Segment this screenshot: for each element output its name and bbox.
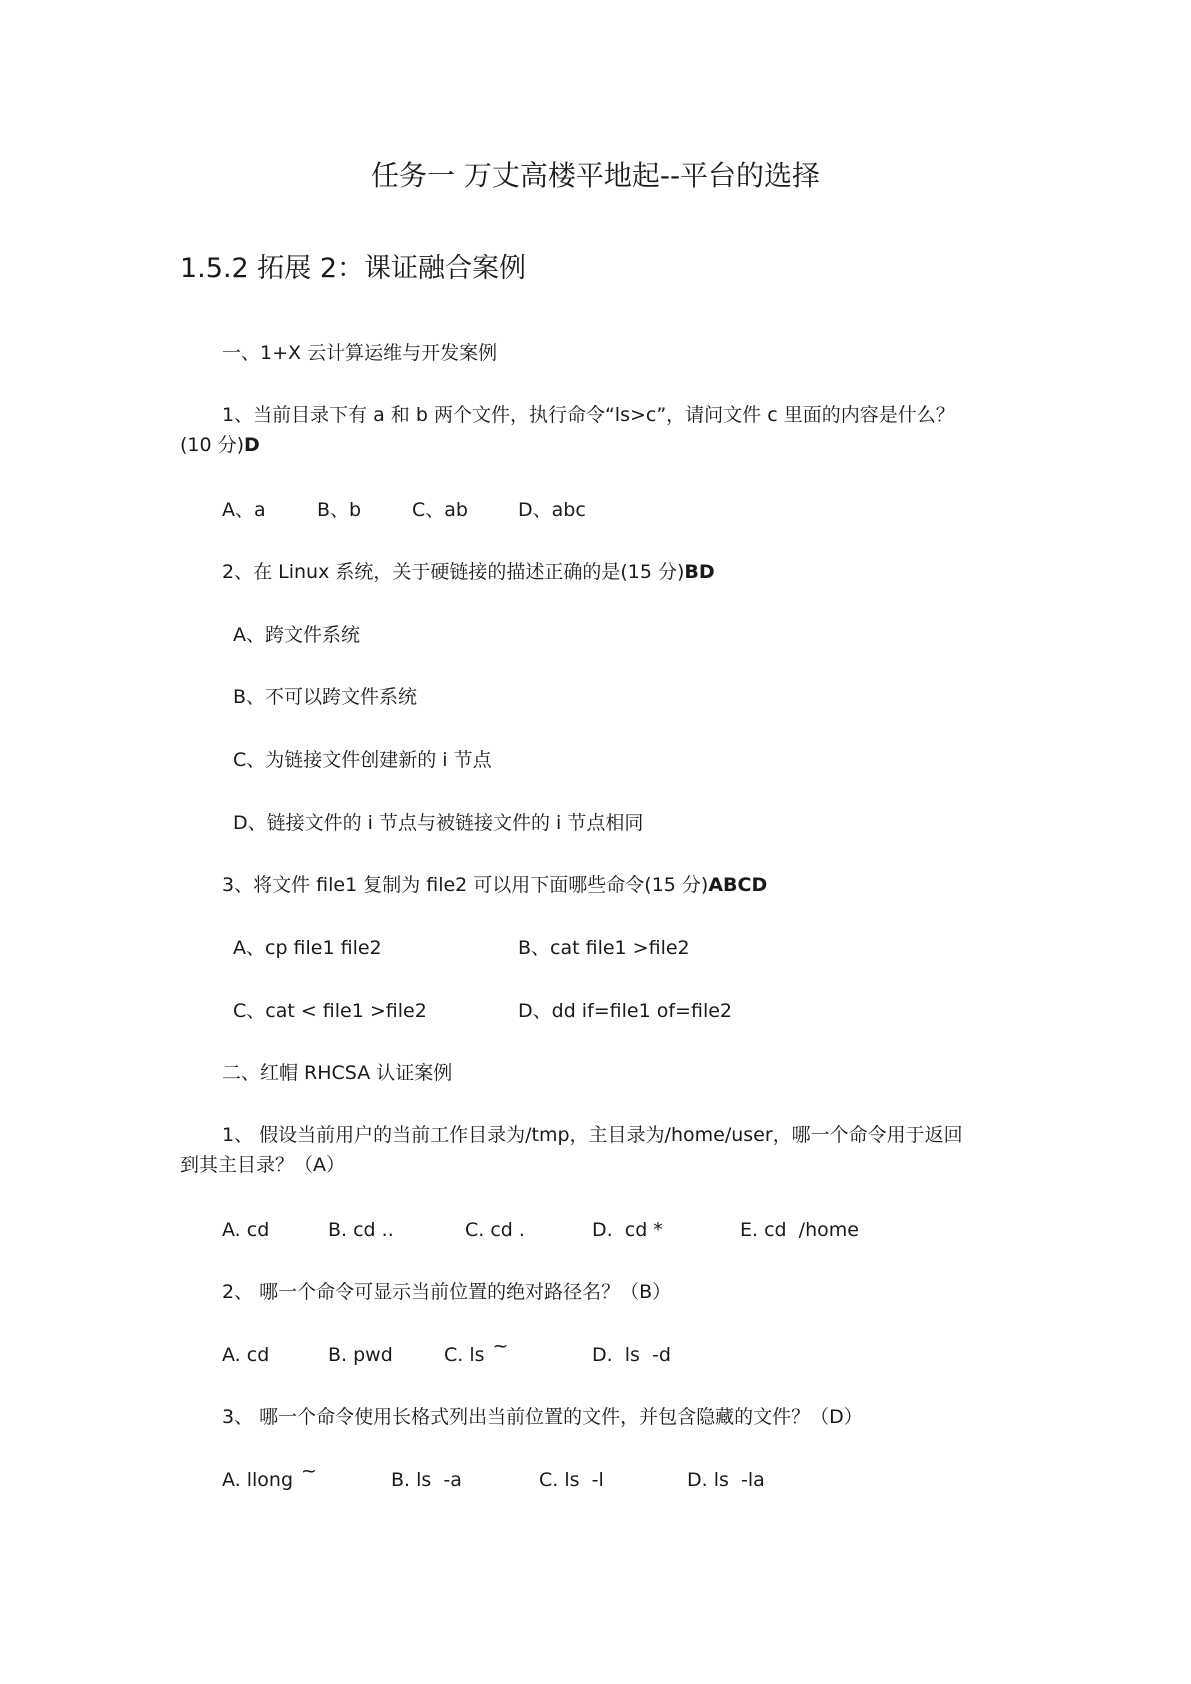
s1-q1-option-a: A、a: [222, 499, 266, 521]
s2-q1-option-c: C. cd .: [465, 1219, 525, 1241]
section1-heading: 一、1+X 云计算运维与开发案例: [222, 342, 498, 364]
s2-q2-option-c-line: [444, 1335, 509, 1367]
s1-q1-answer: D: [244, 434, 260, 456]
section2-heading: 二、红帽 RHCSA 认证案例: [222, 1062, 453, 1084]
section-subtitle: 1.5.2 拓展 2：课证融合案例: [180, 253, 527, 284]
s1-q1-option-c: C、ab: [412, 499, 468, 521]
s2-q1-option-e: E. cd /home: [740, 1219, 859, 1241]
s2-q3-text: 3、 哪一个命令使用长格式列出当前位置的文件，并包含隐藏的文件？（D）: [222, 1406, 863, 1428]
tilde-mark: ~: [301, 1460, 317, 1482]
s2-q1-text: 1、 假设当前用户的当前工作目录为/tmp，主目录为/home/user，哪一个命令用于返回: [222, 1124, 963, 1146]
s2-q1-option-d: D. cd *: [592, 1219, 663, 1241]
s1-q1-points: (10 分): [180, 434, 245, 456]
s1-q3-option-a: A、cp file1 file2: [233, 937, 382, 959]
s2-q3-option-d: D. ls -la: [687, 1469, 765, 1491]
s1-q3-option-d: D、dd if=file1 of=file2: [518, 1000, 733, 1022]
s1-q1-option-d: D、abc: [518, 499, 586, 521]
s2-q2-option-a: A. cd: [222, 1344, 270, 1366]
s1-q2-option-d: D、链接文件的 i 节点与被链接文件的 i 节点相同: [233, 812, 644, 834]
s1-q1-text: 1、当前目录下有 a 和 b 两个文件，执行命令“ls>c”，请问文件 c 里面的内容是什么？: [222, 404, 955, 426]
s2-q1-option-b: B. cd ..: [328, 1219, 394, 1241]
s2-q1-text-cont: 到其主目录？（A）: [180, 1154, 345, 1176]
s2-q3-option-a-line: [222, 1460, 317, 1492]
s2-q3-option-b: B. ls -a: [391, 1469, 462, 1491]
s2-q3-option-a: A. llong: [222, 1469, 294, 1491]
s2-q2-text: 2、 哪一个命令可显示当前位置的绝对路径名？（B）: [222, 1281, 672, 1303]
s1-q2-option-b: B、不可以跨文件系统: [233, 686, 418, 708]
s1-q2-text: 2、在 Linux 系统，关于硬链接的描述正确的是(15 分): [222, 561, 685, 583]
s2-q2-option-c: C. ls: [444, 1344, 485, 1366]
s2-q3-option-c: C. ls -l: [539, 1469, 604, 1491]
s1-q2-option-c: C、为链接文件创建新的 i 节点: [233, 749, 492, 771]
s1-q1-text-cont: [180, 433, 260, 457]
s1-q2-answer: BD: [684, 561, 715, 583]
s1-q2-text-line: [222, 560, 715, 584]
s1-q1-option-b: B、b: [317, 499, 362, 521]
s2-q2-option-d: D. ls -d: [592, 1344, 671, 1366]
tilde-mark: ~: [492, 1335, 509, 1357]
s1-q2-option-a: A、跨文件系统: [233, 624, 360, 646]
s2-q1-option-a: A. cd: [222, 1219, 270, 1241]
s1-q3-option-b: B、cat file1 >file2: [518, 937, 690, 959]
s1-q3-answer: ABCD: [708, 874, 768, 896]
page-title: 任务一 万丈高楼平地起--平台的选择: [370, 159, 821, 192]
s1-q3-option-c: C、cat < file1 >file2: [233, 1000, 427, 1022]
s2-q2-option-b: B. pwd: [328, 1344, 393, 1366]
s1-q3-text-line: [222, 873, 767, 897]
s1-q3-text: 3、将文件 file1 复制为 file2 可以用下面哪些命令(15 分): [222, 874, 709, 896]
